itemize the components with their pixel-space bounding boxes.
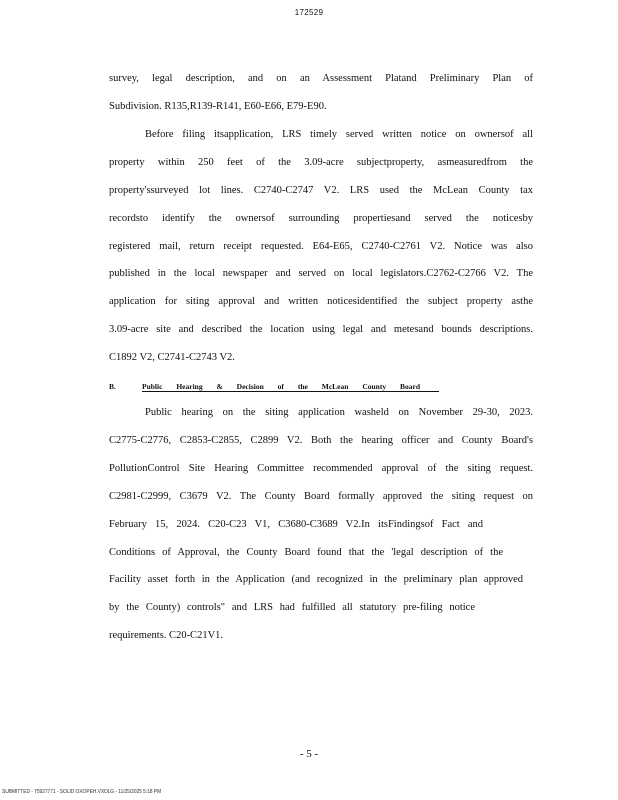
paragraph-line: Before filing itsapplication, LRS timely served written notice on ownersof all — [145, 129, 533, 140]
paragraph-line: by the County) controls" and LRS had fulfilled all statutory pre-filing notice — [109, 602, 475, 613]
paragraph-line: requirements. C20-C21V1. — [109, 630, 224, 641]
submission-stamp: SUBMITTED - 75927771 - SOLID OXOPEH.VXDLG - 11/25/2025 5:18 PM — [2, 789, 162, 795]
paragraph-line: Public hearing on the siting application washeld on November 29-30, 2023. — [145, 407, 533, 418]
paragraph-line: 3.09-acre site and described the location using legal and metesand bounds descriptions. — [109, 324, 533, 335]
paragraph-line: recordsto identify the ownersof surrounding propertiesand served the noticesby — [109, 213, 533, 224]
section-title: Public Hearing & Decision of the McLean County Board — [142, 382, 420, 391]
document-number: 172529 — [294, 8, 324, 17]
paragraph-line: C2981-C2999, C3679 V2. The County Board formally approved the siting request on — [109, 491, 533, 502]
paragraph-line: published in the local newspaper and served on local legislators.C2762-C2766 V2. The — [109, 268, 533, 279]
paragraph-line: February 15, 2024. C20-C23 V1, C3680-C3689 V2.In itsFindingsof Fact and — [109, 519, 483, 530]
paragraph-line: C2775-C2776, C2853-C2855, C2899 V2. Both the hearing officer and County Board's — [109, 435, 533, 446]
paragraph-line: C1892 V2, C2741-C2743 V2. — [109, 352, 235, 363]
paragraph-line: Facility asset forth in the Application (and recognized in the preliminary plan approved — [109, 574, 523, 585]
paragraph-line: registered mail, return receipt requested. E64-E65, C2740-C2761 V2. Notice was also — [109, 241, 533, 252]
paragraph-line: property'ssurveyed lot lines. C2740-C2747 V2. LRS used the McLean County tax — [109, 185, 533, 196]
paragraph-line: application for siting approval and written noticesidentified the subject property asthe — [109, 296, 533, 307]
section-letter: B. — [109, 382, 116, 391]
paragraph-line: property within 250 feet of the 3.09-acre subjectproperty, asmeasuredfrom the — [109, 157, 533, 168]
paragraph-line: PollutionControl Site Hearing Committee recommended approval of the siting request. — [109, 463, 533, 474]
section-underline — [142, 391, 439, 392]
paragraph-line: Subdivision. R135,R139-R141, E60-E66, E79-E90. — [109, 101, 327, 112]
paragraph-line: survey, legal description, and on an Assessment Platand Preliminary Plan of — [109, 73, 533, 84]
page-number: - 5 - — [299, 748, 319, 760]
paragraph-line: Conditions of Approval, the County Board found that the 'legal description of the — [109, 547, 503, 558]
